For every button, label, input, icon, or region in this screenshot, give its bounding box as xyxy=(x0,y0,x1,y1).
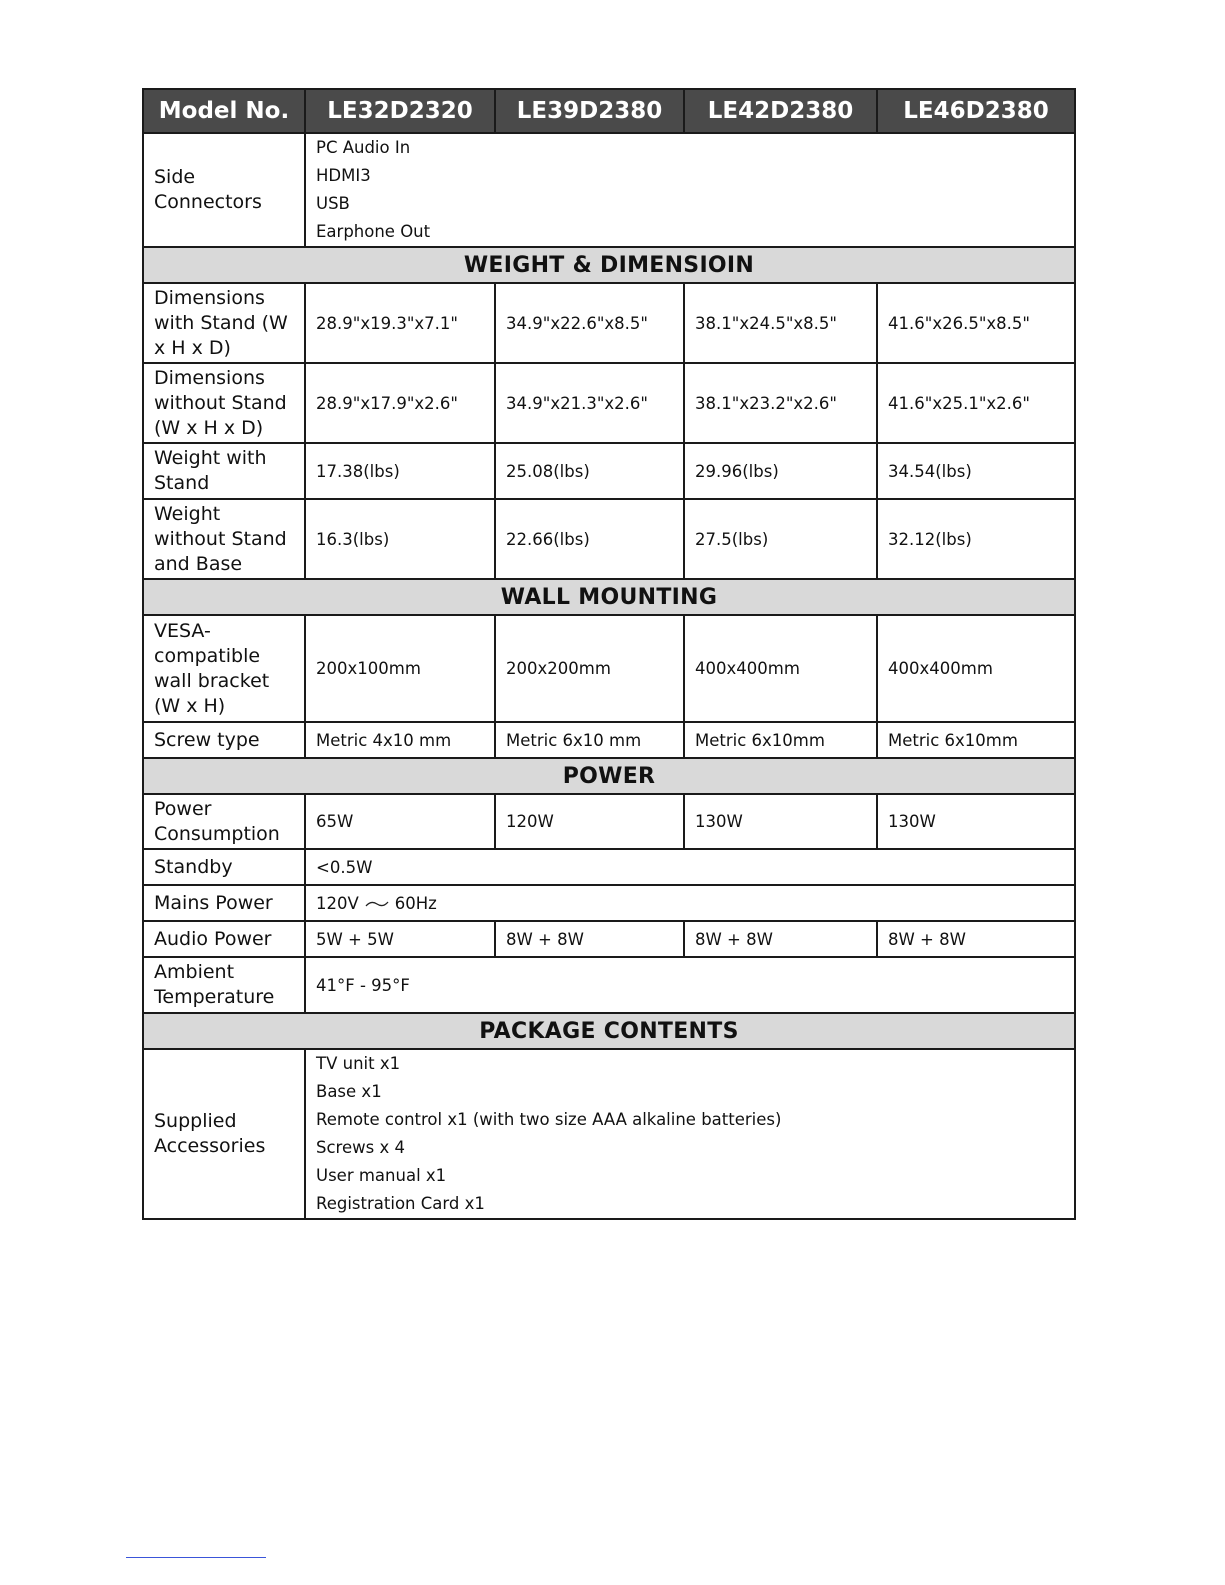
list-item: Earphone Out xyxy=(316,222,431,241)
side-connectors-row xyxy=(143,133,1075,247)
cell-value: 34.54(lbs) xyxy=(877,443,1075,499)
section-title: WEIGHT & DIMENSIOIN xyxy=(143,247,1075,283)
list-item: Base x1 xyxy=(316,1082,382,1101)
list-item: User manual x1 xyxy=(316,1166,447,1185)
cell-value: 130W xyxy=(877,794,1075,849)
section-title: WALL MOUNTING xyxy=(143,579,1075,615)
section-row xyxy=(143,758,1075,794)
cell-value: 38.1"x24.5"x8.5" xyxy=(684,283,877,363)
row-label: Weight with Stand xyxy=(143,443,305,499)
side-connectors-list xyxy=(305,133,1075,247)
row-label: Dimensions with Stand (W x H x D) xyxy=(143,283,305,363)
cell-value: 200x200mm xyxy=(495,615,684,722)
cell-value: 25.08(lbs) xyxy=(495,443,684,499)
section-title: PACKAGE CONTENTS xyxy=(143,1013,1075,1049)
cell-value: Metric 6x10 mm xyxy=(495,722,684,758)
header-row xyxy=(143,89,1075,133)
cell-value: 28.9"x17.9"x2.6" xyxy=(305,363,495,443)
cell-value: Metric 6x10mm xyxy=(877,722,1075,758)
cell-value: 200x100mm xyxy=(305,615,495,722)
table-row xyxy=(143,957,1075,1013)
section-row xyxy=(143,247,1075,283)
ac-wave-icon xyxy=(365,899,389,909)
cell-value: 38.1"x23.2"x2.6" xyxy=(684,363,877,443)
cell-value: 41.6"x26.5"x8.5" xyxy=(877,283,1075,363)
cell-value: 32.12(lbs) xyxy=(877,499,1075,579)
cell-value: 34.9"x21.3"x2.6" xyxy=(495,363,684,443)
list-item: TV unit x1 xyxy=(316,1054,401,1073)
section-row xyxy=(143,1013,1075,1049)
row-label: Supplied Accessories xyxy=(143,1049,305,1219)
cell-value: 400x400mm xyxy=(684,615,877,722)
table-row xyxy=(143,283,1075,363)
cell-value: 120W xyxy=(495,794,684,849)
table-row xyxy=(143,722,1075,758)
table-row xyxy=(143,885,1075,921)
model-header: LE46D2380 xyxy=(877,89,1075,133)
cell-value: 5W + 5W xyxy=(305,921,495,957)
row-label: Audio Power xyxy=(143,921,305,957)
table-row xyxy=(143,921,1075,957)
mains-power-value xyxy=(305,885,1075,921)
cell-value: 8W + 8W xyxy=(684,921,877,957)
cell-value: 8W + 8W xyxy=(877,921,1075,957)
row-label: VESA-compatible wall bracket (W x H) xyxy=(143,615,305,722)
voltage-value: 120V xyxy=(316,893,359,913)
section-title: POWER xyxy=(143,758,1075,794)
table-row xyxy=(143,443,1075,499)
accessories-list xyxy=(305,1049,1075,1219)
model-no-header: Model No. xyxy=(143,89,305,133)
row-label: Weight without Stand and Base xyxy=(143,499,305,579)
cell-value: 41°F - 95°F xyxy=(305,957,1075,1013)
cell-value: <0.5W xyxy=(305,849,1075,885)
cell-value: 16.3(lbs) xyxy=(305,499,495,579)
list-item: Remote control x1 (with two size AAA alkaline batteries) xyxy=(316,1110,782,1129)
cell-value: 34.9"x22.6"x8.5" xyxy=(495,283,684,363)
table-row xyxy=(143,363,1075,443)
row-label: Standby xyxy=(143,849,305,885)
cell-value: 41.6"x25.1"x2.6" xyxy=(877,363,1075,443)
cell-value: 28.9"x19.3"x7.1" xyxy=(305,283,495,363)
model-header: LE42D2380 xyxy=(684,89,877,133)
table-row xyxy=(143,794,1075,849)
row-label: Dimensions without Stand (W x H x D) xyxy=(143,363,305,443)
list-item: Registration Card x1 xyxy=(316,1194,485,1213)
model-header: LE32D2320 xyxy=(305,89,495,133)
cell-value: Metric 6x10mm xyxy=(684,722,877,758)
list-item: PC Audio In xyxy=(316,138,411,157)
cell-value: 400x400mm xyxy=(877,615,1075,722)
footer-divider xyxy=(126,1557,266,1558)
model-header: LE39D2380 xyxy=(495,89,684,133)
cell-value: 8W + 8W xyxy=(495,921,684,957)
list-item: Screws x 4 xyxy=(316,1138,405,1157)
cell-value: 130W xyxy=(684,794,877,849)
table-row xyxy=(143,849,1075,885)
cell-value: 17.38(lbs) xyxy=(305,443,495,499)
list-item: HDMI3 xyxy=(316,166,371,185)
spec-table xyxy=(142,88,1076,1220)
cell-value: 29.96(lbs) xyxy=(684,443,877,499)
row-label: Side Connectors xyxy=(143,133,305,247)
table-row xyxy=(143,615,1075,722)
cell-value: 65W xyxy=(305,794,495,849)
cell-value: 22.66(lbs) xyxy=(495,499,684,579)
section-row xyxy=(143,579,1075,615)
row-label: Power Consumption xyxy=(143,794,305,849)
row-label: Ambient Temperature xyxy=(143,957,305,1013)
cell-value: Metric 4x10 mm xyxy=(305,722,495,758)
row-label: Screw type xyxy=(143,722,305,758)
table-row xyxy=(143,499,1075,579)
supplied-accessories-row xyxy=(143,1049,1075,1219)
list-item: USB xyxy=(316,194,350,213)
frequency-value: 60Hz xyxy=(394,893,437,913)
row-label: Mains Power xyxy=(143,885,305,921)
cell-value: 27.5(lbs) xyxy=(684,499,877,579)
